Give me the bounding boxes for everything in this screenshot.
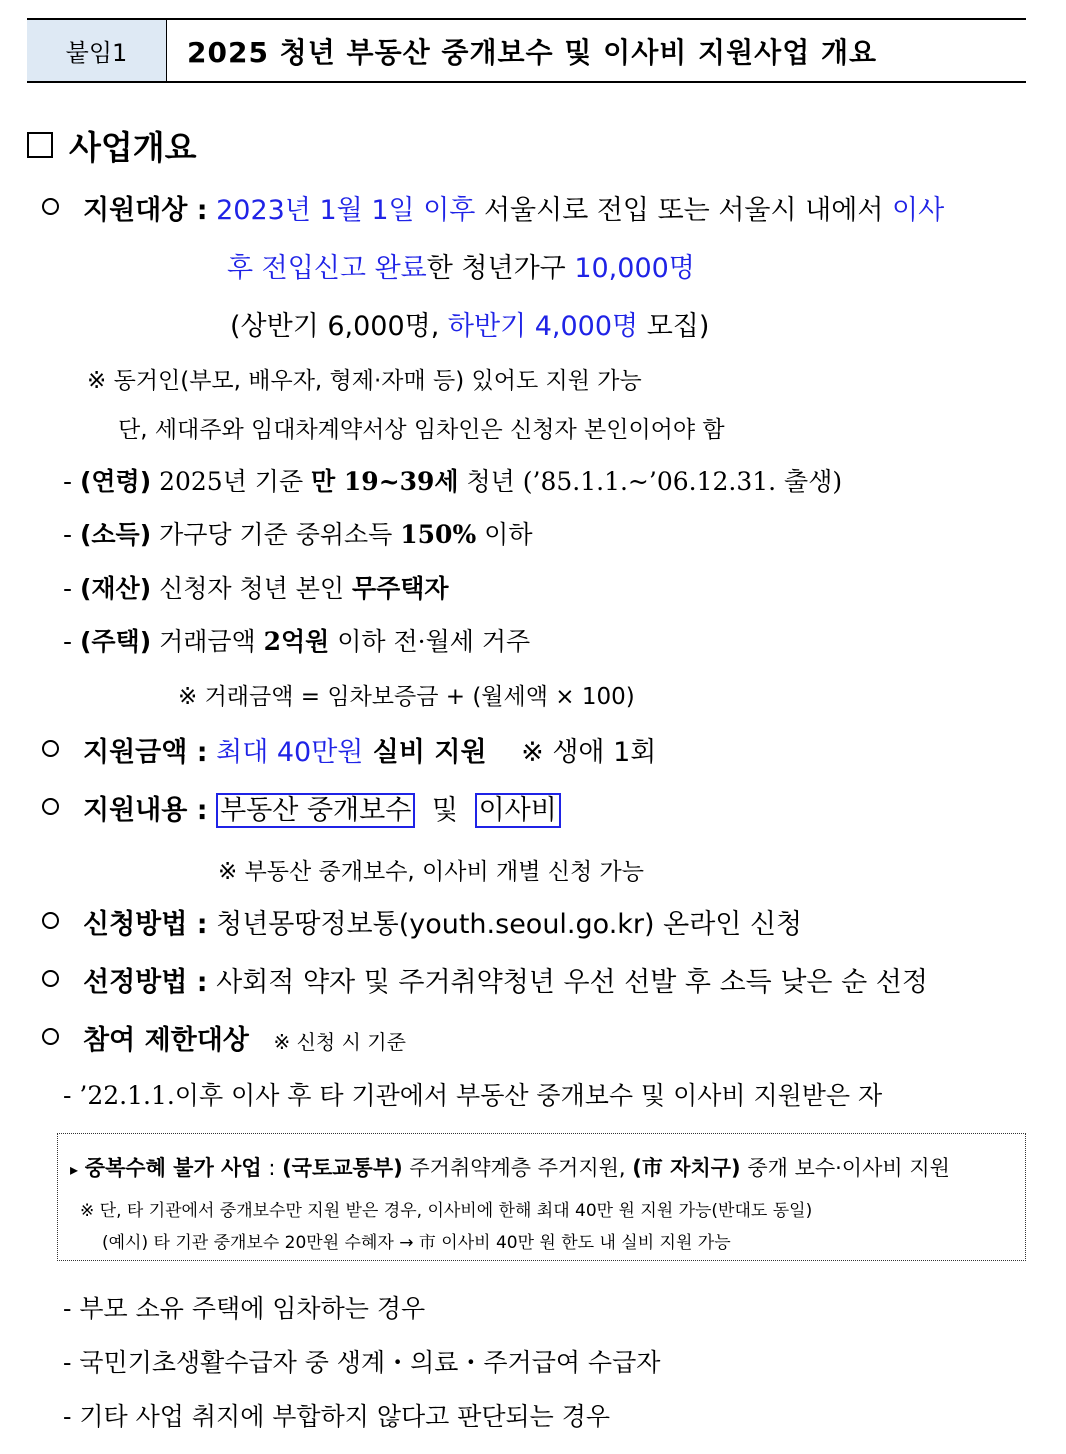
target-first-half: (상반기 6,000명, [230,311,448,342]
select-line [42,960,928,999]
condition-key: (재산) [79,574,152,603]
select-label: 선정방법 : [83,967,208,998]
duplicate-benefit-line [70,1152,950,1182]
target-count: 10,000명 [574,253,695,284]
content-note: ※ 부동산 중개보수, 이사비 개별 신청 가능 [218,859,644,885]
condition-value: 150% [400,520,477,549]
restrict-label: 참여 제한대상 [83,1025,249,1056]
amount-actual: 실비 지원 [363,737,487,768]
restrict-item-1: - ’22.1.1.이후 이사 후 타 기관에서 부동산 중개보수 및 이사비 지원받은 자 [63,1081,883,1110]
duplicate-text-1: 주거취약계층 주거지원, [402,1156,633,1180]
target-line-2 [227,246,695,285]
duplicate-note: ※ 단, 타 기관에서 중개보수만 지원 받은 경우, 이사비에 한해 최대 40만 원 지원 가능(반대도 동일) [80,1201,813,1221]
housing-note: ※ 거래금액 = 임차보증금 + (월세액 × 100) [178,684,635,710]
restrict-item-2: - 부모 소유 주택에 임차하는 경우 [63,1294,426,1323]
duplicate-org-1: (국토교통부) [282,1156,403,1180]
amount-note: ※ 생애 1회 [521,737,657,768]
circle-bullet-icon [42,1028,59,1045]
duplicate-org-2: (市 자치구) [632,1156,741,1180]
target-recruit: 모집) [638,311,710,342]
section-title [27,122,197,169]
condition-text: 거래금액 [151,627,264,656]
target-note-1: ※ 동거인(부모, 배우자, 형제·자매 등) 있어도 지원 가능 [87,368,642,394]
dash: - [63,467,80,496]
condition-value: 2억원 [263,627,330,656]
condition-value: 무주택자 [351,574,449,603]
condition-text: 이하 [476,520,533,549]
condition-key: (연령) [79,467,152,496]
condition-value: 만 19~39세 [311,467,459,496]
restrict-item-3: - 국민기초생활수급자 중 생계・의료・주거급여 수급자 [63,1348,661,1377]
select-text: 사회적 약자 및 주거취약청년 우선 선발 후 소득 낮은 순 선정 [216,967,928,998]
circle-bullet-icon [42,198,59,215]
triangle-bullet-icon: ▸ [70,1160,79,1179]
condition-housing [63,622,530,658]
circle-bullet-icon [42,740,59,757]
content-line [42,788,561,827]
checkbox-square-icon [27,132,53,158]
condition-text: 청년 (’85.1.1.~’06.12.31. 출생) [458,467,843,496]
attachment-tag: 붙임1 [27,20,167,81]
condition-income [63,515,532,551]
duplicate-example: (예시) 타 기관 중개보수 20만원 수혜자 → 市 이사비 40만 원 한도 내 실비 지원 가능 [102,1233,731,1253]
condition-key: (소득) [79,520,152,549]
target-text-2: 한 청년가구 [426,253,575,284]
restrict-note: ※ 신청 시 기준 [273,1030,406,1054]
target-report: 후 전입신고 완료 [227,253,427,284]
condition-text: 가구당 기준 중위소득 [151,520,401,549]
apply-text: 청년몽땅정보통(youth.seoul.go.kr) 온라인 신청 [216,909,803,940]
amount-max: 최대 40만원 [216,737,364,768]
amount-label: 지원금액 : [83,737,208,768]
condition-asset [63,569,449,605]
target-text-1: 서울시로 전입 또는 서울시 내에서 [475,195,893,226]
condition-age [63,462,842,498]
restrict-line [42,1018,406,1057]
document-title: 2025 청년 부동산 중개보수 및 이사비 지원사업 개요 [187,35,878,69]
content-label: 지원내용 : [83,795,208,826]
duplicate-text-2: 중개 보수·이사비 지원 [740,1156,950,1180]
target-line-1 [42,188,944,227]
circle-bullet-icon [42,912,59,929]
dash: - [63,520,80,549]
target-second-half: 하반기 4,000명 [447,311,639,342]
amount-line [42,730,656,769]
section-title-text: 사업개요 [69,128,197,167]
condition-text: 신청자 청년 본인 [151,574,352,603]
target-line-3 [230,304,709,343]
condition-key: (주택) [79,627,152,656]
document-header [27,18,1026,83]
content-and: 및 [431,795,458,826]
apply-line [42,902,802,941]
circle-bullet-icon [42,970,59,987]
condition-text: 2025년 기준 [151,467,312,496]
target-label: 지원대상 : [83,195,208,226]
target-note-2: 단, 세대주와 임대차계약서상 임차인은 신청자 본인이어야 함 [118,417,725,443]
duplicate-benefit-box [57,1133,1026,1261]
target-date: 2023년 1월 1일 이후 [216,195,476,226]
circle-bullet-icon [42,798,59,815]
duplicate-label: 중복수혜 불가 사업 [84,1156,262,1180]
dash: - [63,627,80,656]
dash: - [63,574,80,603]
duplicate-colon: : [261,1156,283,1180]
apply-label: 신청방법 : [83,909,208,940]
content-item-moving: 이사비 [475,793,561,828]
content-item-brokerage: 부동산 중개보수 [216,793,415,828]
condition-text: 이하 전·월세 거주 [329,627,531,656]
restrict-item-4: - 기타 사업 취지에 부합하지 않다고 판단되는 경우 [63,1402,611,1431]
target-move: 이사 [892,195,945,226]
